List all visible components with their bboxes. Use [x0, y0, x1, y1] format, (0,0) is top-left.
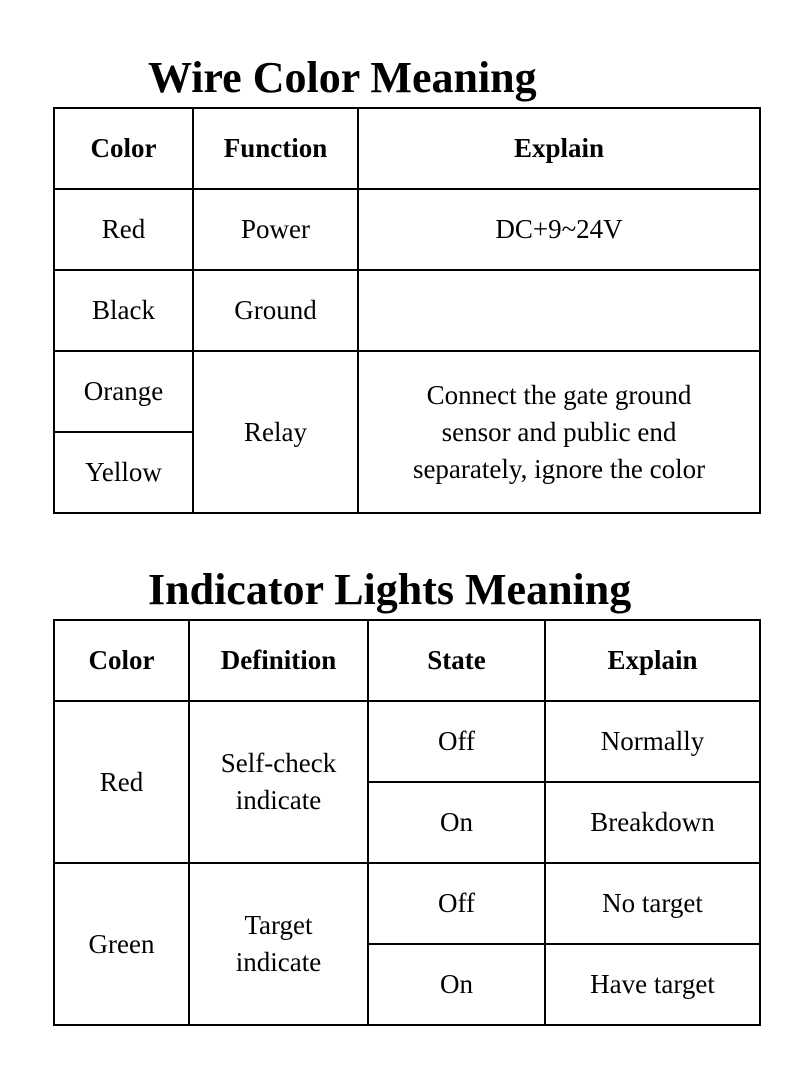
cell-explain	[358, 270, 760, 351]
cell-explain: Normally	[545, 701, 760, 782]
indicator-lights-table	[53, 619, 761, 1026]
cell-color-red: Red	[54, 701, 189, 863]
definition-line: indicate	[235, 947, 322, 977]
definition-line: Self-check	[220, 748, 337, 778]
cell-explain: Breakdown	[545, 782, 760, 863]
relay-explain-line: Connect the gate ground	[426, 379, 692, 410]
table-row	[54, 270, 760, 351]
cell-explain: No target	[545, 863, 760, 944]
cell-function: Ground	[193, 270, 358, 351]
table-row	[54, 351, 760, 432]
cell-color: Black	[54, 270, 193, 351]
cell-color: Orange	[54, 351, 193, 432]
table-header-row	[54, 108, 760, 189]
header-color: Color	[54, 108, 193, 189]
cell-explain-relay	[358, 351, 760, 513]
header-state: State	[368, 620, 545, 701]
relay-explain-line: sensor and public end	[441, 416, 677, 447]
cell-state: Off	[368, 863, 545, 944]
cell-definition	[189, 701, 368, 863]
wire-color-title: Wire Color Meaning	[148, 53, 537, 102]
header-definition: Definition	[189, 620, 368, 701]
header-explain: Explain	[358, 108, 760, 189]
table-header-row	[54, 620, 760, 701]
cell-function-relay: Relay	[193, 351, 358, 513]
cell-explain: Have target	[545, 944, 760, 1025]
definition-line: Target	[244, 910, 313, 940]
cell-explain: DC+9~24V	[358, 189, 760, 270]
cell-color: Red	[54, 189, 193, 270]
table-row	[54, 189, 760, 270]
header-explain: Explain	[545, 620, 760, 701]
indicator-lights-title: Indicator Lights Meaning	[148, 565, 632, 614]
cell-color-green: Green	[54, 863, 189, 1025]
definition-line: indicate	[235, 785, 322, 815]
relay-explain-line: separately, ignore the color	[412, 453, 706, 484]
header-function: Function	[193, 108, 358, 189]
cell-state: Off	[368, 701, 545, 782]
cell-color: Yellow	[54, 432, 193, 513]
table-row	[54, 863, 760, 944]
cell-definition	[189, 863, 368, 1025]
cell-state: On	[368, 944, 545, 1025]
table-row	[54, 701, 760, 782]
header-color: Color	[54, 620, 189, 701]
cell-state: On	[368, 782, 545, 863]
wire-color-table	[53, 107, 761, 514]
cell-function: Power	[193, 189, 358, 270]
